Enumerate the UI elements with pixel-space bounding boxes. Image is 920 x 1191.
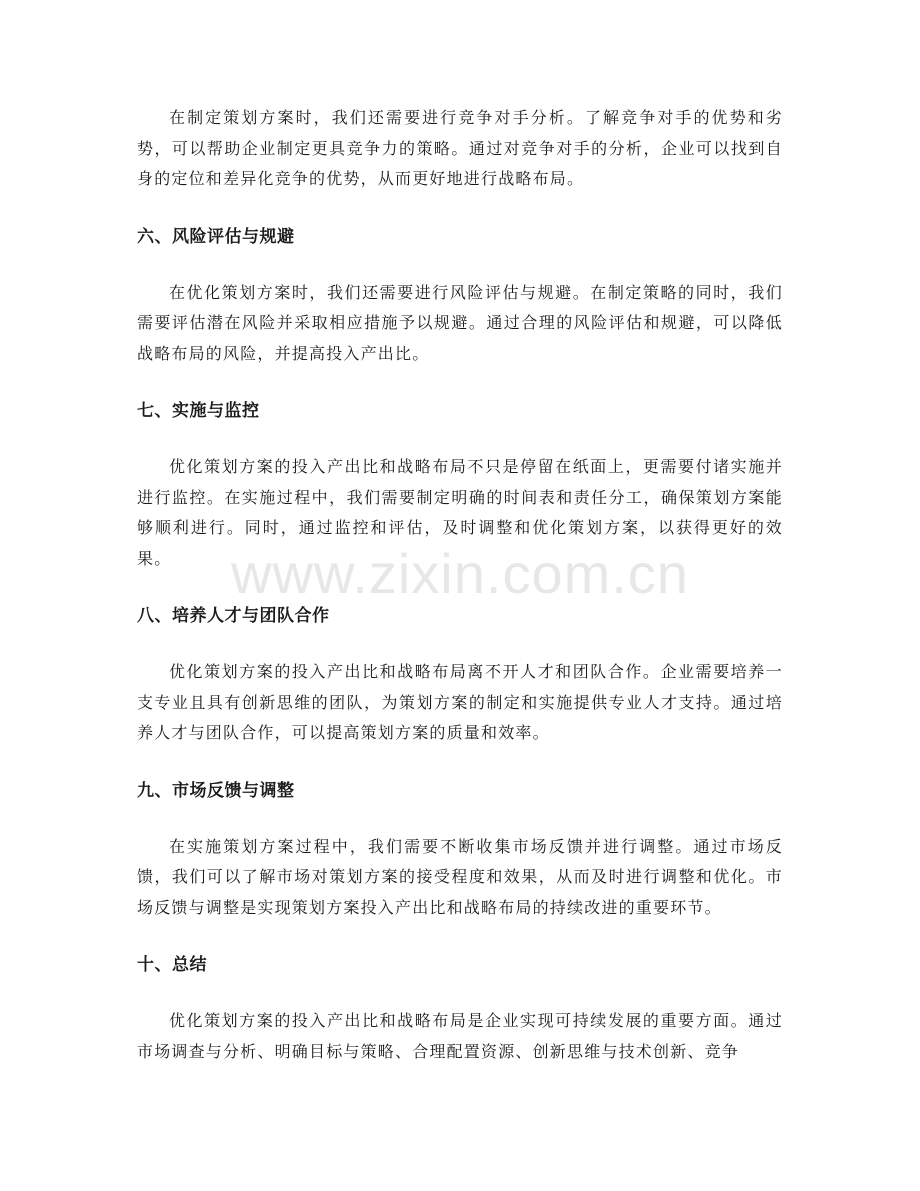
paragraph-talent-teamwork: 优化策划方案的投入产出比和战略布局离不开人才和团队合作。企业需要培养一支专业且具有创新思维的团队，为策划方案的制定和实施提供专业人才支持。通过培养人才与团队合作，可以提高策划方案的质量和效率。 (137, 662, 783, 742)
paragraph-market-feedback: 在实施策划方案过程中，我们需要不断收集市场反馈并进行调整。通过市场反馈，我们可以了解市场对策划方案的接受程度和效果，从而及时进行调整和优化。市场反馈与调整是实现策划方案投入产出比和战略布局的持续改进的重要环节。 (137, 836, 783, 917)
heading-implementation-monitoring: 七、实施与监控 (137, 401, 260, 421)
watermark: www.zixin.com.cn (231, 542, 689, 605)
paragraph-competitor-analysis: 在制定策划方案时，我们还需要进行竞争对手分析。了解竞争对手的优势和劣势，可以帮助企业制定更具竞争力的策略。通过对竞争对手的分析，企业可以找到自身的定位和差异化竞争的优势，从而更好地进行战略布局。 (137, 108, 783, 188)
heading-talent-teamwork: 八、培养人才与团队合作 (137, 606, 330, 626)
heading-summary: 十、总结 (137, 955, 207, 975)
paragraph-risk-assessment: 在优化策划方案时，我们还需要进行风险评估与规避。在制定策略的同时，我们需要评估潜在风险并采取相应措施予以规避。通过合理的风险评估和规避，可以降低战略布局的风险，并提高投入产出比。 (137, 282, 783, 363)
paragraph-summary: 优化策划方案的投入产出比和战略布局是企业实现可持续发展的重要方面。通过市场调查与分析、明确目标与策略、合理配置资源、创新思维与技术创新、竞争 (137, 1011, 783, 1061)
paragraph-implementation-monitoring: 优化策划方案的投入产出比和战略布局不只是停留在纸面上，更需要付诸实施并进行监控。在实施过程中，我们需要制定明确的时间表和责任分工，确保策划方案能够顺利进行。同时，通过监控和评估，及时调整和优化策划方案，以获得更好的效果。 (137, 457, 783, 568)
heading-risk-assessment: 六、风险评估与规避 (137, 226, 295, 247)
heading-market-feedback: 九、市场反馈与调整 (137, 780, 295, 801)
document-body (137, 103, 783, 1067)
